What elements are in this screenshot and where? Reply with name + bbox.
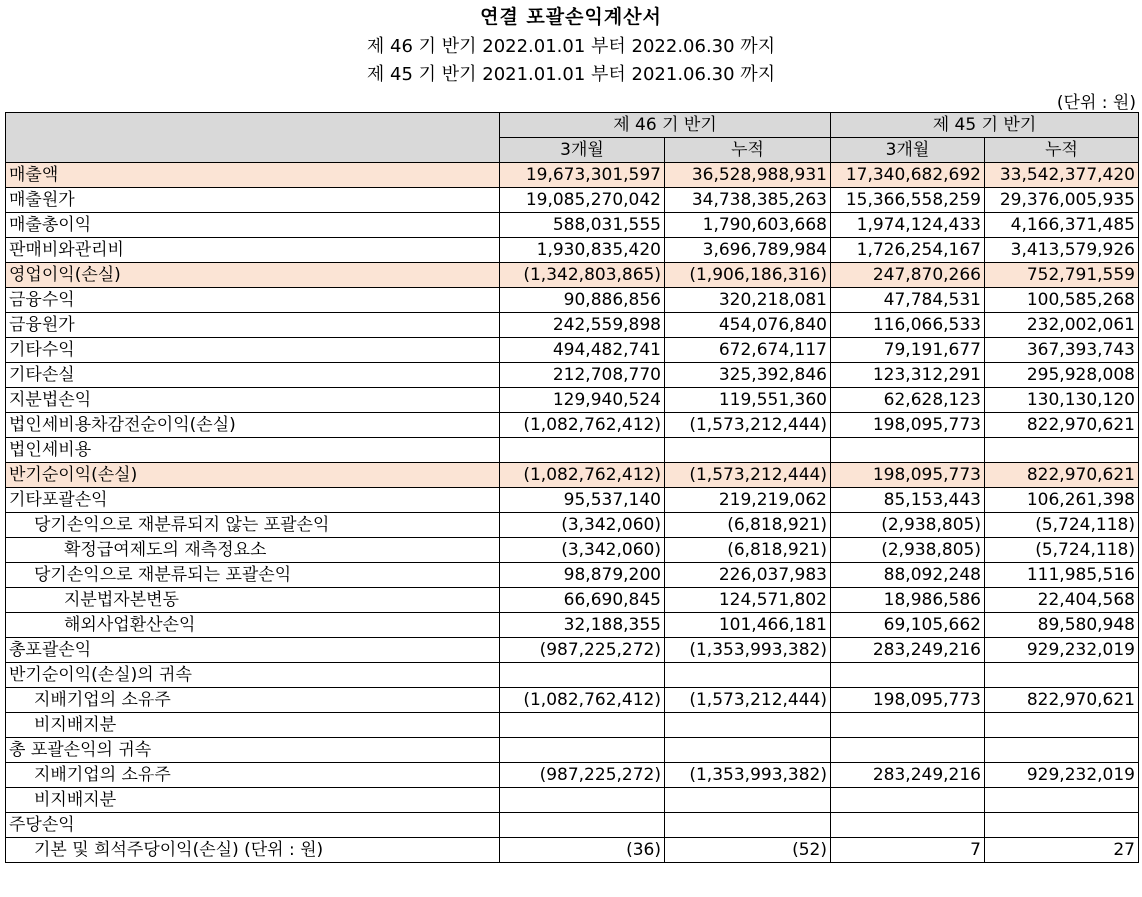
row-label: 지배기업의 소유주 — [6, 688, 500, 713]
row-value: 111,985,516 — [985, 563, 1139, 588]
row-value: 295,928,008 — [985, 363, 1139, 388]
row-value: (6,818,921) — [665, 513, 831, 538]
row-value: 822,970,621 — [985, 688, 1139, 713]
row-value: 66,690,845 — [500, 588, 665, 613]
row-value: 198,095,773 — [831, 463, 985, 488]
row-label: 총포괄손익 — [6, 638, 500, 663]
row-value: 95,537,140 — [500, 488, 665, 513]
row-value — [985, 663, 1139, 688]
prior-period-header: 제 45 기 반기 — [831, 113, 1139, 138]
row-value: (3,342,060) — [500, 513, 665, 538]
row-value: 15,366,558,259 — [831, 188, 985, 213]
row-label: 비지배지분 — [6, 788, 500, 813]
row-value — [985, 788, 1139, 813]
row-label: 매출액 — [6, 163, 500, 188]
row-value — [665, 738, 831, 763]
row-value: (1,353,993,382) — [665, 638, 831, 663]
prior-cumulative-header: 누적 — [985, 138, 1139, 163]
row-value: (2,938,805) — [831, 513, 985, 538]
row-value: 672,674,117 — [665, 338, 831, 363]
row-value: 101,466,181 — [665, 613, 831, 638]
row-label: 지분법자본변동 — [6, 588, 500, 613]
table-row — [6, 638, 1139, 663]
row-value: 283,249,216 — [831, 638, 985, 663]
table-row — [6, 213, 1139, 238]
row-value: (52) — [665, 838, 831, 863]
row-value — [985, 713, 1139, 738]
row-value: (36) — [500, 838, 665, 863]
row-value: 106,261,398 — [985, 488, 1139, 513]
row-value: 34,738,385,263 — [665, 188, 831, 213]
row-label: 당기손익으로 재분류되지 않는 포괄손익 — [6, 513, 500, 538]
row-value: 226,037,983 — [665, 563, 831, 588]
row-value: 85,153,443 — [831, 488, 985, 513]
row-value: 588,031,555 — [500, 213, 665, 238]
row-value: 79,191,677 — [831, 338, 985, 363]
row-value: (5,724,118) — [985, 513, 1139, 538]
row-value — [665, 438, 831, 463]
row-value: 367,393,743 — [985, 338, 1139, 363]
table-row — [6, 338, 1139, 363]
table-row — [6, 813, 1139, 838]
row-value: 454,076,840 — [665, 313, 831, 338]
prior-period: 제 45 기 반기 2021.01.01 부터 2021.06.30 까지 — [366, 64, 776, 85]
row-label: 매출총이익 — [6, 213, 500, 238]
row-value: 100,585,268 — [985, 288, 1139, 313]
row-value — [665, 788, 831, 813]
row-value: 32,188,355 — [500, 613, 665, 638]
row-value: 22,404,568 — [985, 588, 1139, 613]
row-value: 130,130,120 — [985, 388, 1139, 413]
row-value: 1,726,254,167 — [831, 238, 985, 263]
table-row — [6, 688, 1139, 713]
row-label: 금융원가 — [6, 313, 500, 338]
row-label: 기타손실 — [6, 363, 500, 388]
row-label: 영업이익(손실) — [6, 263, 500, 288]
row-label: 확정급여제도의 재측정요소 — [6, 538, 500, 563]
table-row — [6, 563, 1139, 588]
row-value: (987,225,272) — [500, 638, 665, 663]
table-row — [6, 663, 1139, 688]
row-value: (1,906,186,316) — [665, 263, 831, 288]
row-value: 19,085,270,042 — [500, 188, 665, 213]
table-row — [6, 363, 1139, 388]
table-row — [6, 238, 1139, 263]
row-value: 89,580,948 — [985, 613, 1139, 638]
row-value — [500, 738, 665, 763]
row-value — [831, 713, 985, 738]
row-label: 기타포괄손익 — [6, 488, 500, 513]
row-value: 198,095,773 — [831, 413, 985, 438]
table-row — [6, 188, 1139, 213]
current-cumulative-header: 누적 — [665, 138, 831, 163]
row-value: 232,002,061 — [985, 313, 1139, 338]
table-row — [6, 788, 1139, 813]
row-value — [665, 713, 831, 738]
income-statement-table — [5, 112, 1139, 863]
row-value: (1,353,993,382) — [665, 763, 831, 788]
row-value: (1,082,762,412) — [500, 413, 665, 438]
row-value: 494,482,741 — [500, 338, 665, 363]
row-label: 기타수익 — [6, 338, 500, 363]
row-value — [985, 813, 1139, 838]
row-value — [500, 713, 665, 738]
row-label: 반기순이익(손실)의 귀속 — [6, 663, 500, 688]
row-value: 320,218,081 — [665, 288, 831, 313]
row-value — [500, 438, 665, 463]
table-row — [6, 488, 1139, 513]
table-row — [6, 538, 1139, 563]
row-value: (1,573,212,444) — [665, 688, 831, 713]
row-value: (1,573,212,444) — [665, 463, 831, 488]
row-value: 17,340,682,692 — [831, 163, 985, 188]
row-label: 법인세비용차감전순이익(손실) — [6, 413, 500, 438]
row-value: (987,225,272) — [500, 763, 665, 788]
label-header — [6, 113, 500, 163]
table-row — [6, 763, 1139, 788]
row-value: 123,312,291 — [831, 363, 985, 388]
row-value: 219,219,062 — [665, 488, 831, 513]
row-value — [985, 738, 1139, 763]
row-value: 124,571,802 — [665, 588, 831, 613]
row-value: 116,066,533 — [831, 313, 985, 338]
row-value: 119,551,360 — [665, 388, 831, 413]
row-value: (6,818,921) — [665, 538, 831, 563]
row-value: 3,696,789,984 — [665, 238, 831, 263]
row-value: 29,376,005,935 — [985, 188, 1139, 213]
row-value: 1,974,124,433 — [831, 213, 985, 238]
current-three-month-header: 3개월 — [500, 138, 665, 163]
prior-three-month-header: 3개월 — [831, 138, 985, 163]
row-value — [831, 738, 985, 763]
row-value — [500, 788, 665, 813]
row-value — [831, 663, 985, 688]
row-value — [665, 813, 831, 838]
row-value — [985, 438, 1139, 463]
row-value: 212,708,770 — [500, 363, 665, 388]
table-row — [6, 838, 1139, 863]
current-period: 제 46 기 반기 2022.01.01 부터 2022.06.30 까지 — [366, 36, 776, 57]
row-value: 929,232,019 — [985, 763, 1139, 788]
row-value: 47,784,531 — [831, 288, 985, 313]
row-value: 98,879,200 — [500, 563, 665, 588]
row-value — [665, 663, 831, 688]
row-value: 36,528,988,931 — [665, 163, 831, 188]
row-value: 929,232,019 — [985, 638, 1139, 663]
table-row — [6, 413, 1139, 438]
row-label: 지분법손익 — [6, 388, 500, 413]
row-value — [500, 813, 665, 838]
row-value: (1,342,803,865) — [500, 263, 665, 288]
table-row — [6, 288, 1139, 313]
row-value: (5,724,118) — [985, 538, 1139, 563]
row-value: 129,940,524 — [500, 388, 665, 413]
row-value: 18,986,586 — [831, 588, 985, 613]
row-value: 7 — [831, 838, 985, 863]
row-value: 283,249,216 — [831, 763, 985, 788]
table-row — [6, 713, 1139, 738]
row-value: 4,166,371,485 — [985, 213, 1139, 238]
statement-title: 연결 포괄손익계산서 — [480, 6, 662, 28]
row-value: (2,938,805) — [831, 538, 985, 563]
row-value: 325,392,846 — [665, 363, 831, 388]
row-label: 지배기업의 소유주 — [6, 763, 500, 788]
row-label: 당기손익으로 재분류되는 포괄손익 — [6, 563, 500, 588]
table-row — [6, 738, 1139, 763]
row-label: 비지배지분 — [6, 713, 500, 738]
row-value: 752,791,559 — [985, 263, 1139, 288]
row-value — [831, 788, 985, 813]
row-value: 62,628,123 — [831, 388, 985, 413]
row-value: 1,930,835,420 — [500, 238, 665, 263]
row-value: (1,082,762,412) — [500, 688, 665, 713]
row-value: 88,092,248 — [831, 563, 985, 588]
row-label: 총 포괄손익의 귀속 — [6, 738, 500, 763]
row-label: 법인세비용 — [6, 438, 500, 463]
table-row — [6, 388, 1139, 413]
row-value: 69,105,662 — [831, 613, 985, 638]
unit-label: (단위 : 원) — [1056, 93, 1136, 113]
table-row — [6, 463, 1139, 488]
row-value: 247,870,266 — [831, 263, 985, 288]
current-period-header: 제 46 기 반기 — [500, 113, 831, 138]
row-value: 198,095,773 — [831, 688, 985, 713]
row-value: 3,413,579,926 — [985, 238, 1139, 263]
table-row — [6, 588, 1139, 613]
row-value: 27 — [985, 838, 1139, 863]
row-label: 금융수익 — [6, 288, 500, 313]
row-label: 매출원가 — [6, 188, 500, 213]
row-value: (3,342,060) — [500, 538, 665, 563]
row-label: 기본 및 희석주당이익(손실) (단위 : 원) — [6, 838, 500, 863]
table-row — [6, 438, 1139, 463]
row-value: 242,559,898 — [500, 313, 665, 338]
row-value — [831, 813, 985, 838]
row-value: 90,886,856 — [500, 288, 665, 313]
table-row — [6, 263, 1139, 288]
table-row — [6, 613, 1139, 638]
row-value: 33,542,377,420 — [985, 163, 1139, 188]
row-value: 1,790,603,668 — [665, 213, 831, 238]
table-row — [6, 313, 1139, 338]
table-row — [6, 513, 1139, 538]
row-value: (1,573,212,444) — [665, 413, 831, 438]
row-value: (1,082,762,412) — [500, 463, 665, 488]
row-value — [831, 438, 985, 463]
row-label: 반기순이익(손실) — [6, 463, 500, 488]
row-value: 822,970,621 — [985, 413, 1139, 438]
row-value — [500, 663, 665, 688]
table-row — [6, 163, 1139, 188]
row-value: 19,673,301,597 — [500, 163, 665, 188]
row-label: 판매비와관리비 — [6, 238, 500, 263]
row-label: 주당손익 — [6, 813, 500, 838]
row-label: 해외사업환산손익 — [6, 613, 500, 638]
row-value: 822,970,621 — [985, 463, 1139, 488]
